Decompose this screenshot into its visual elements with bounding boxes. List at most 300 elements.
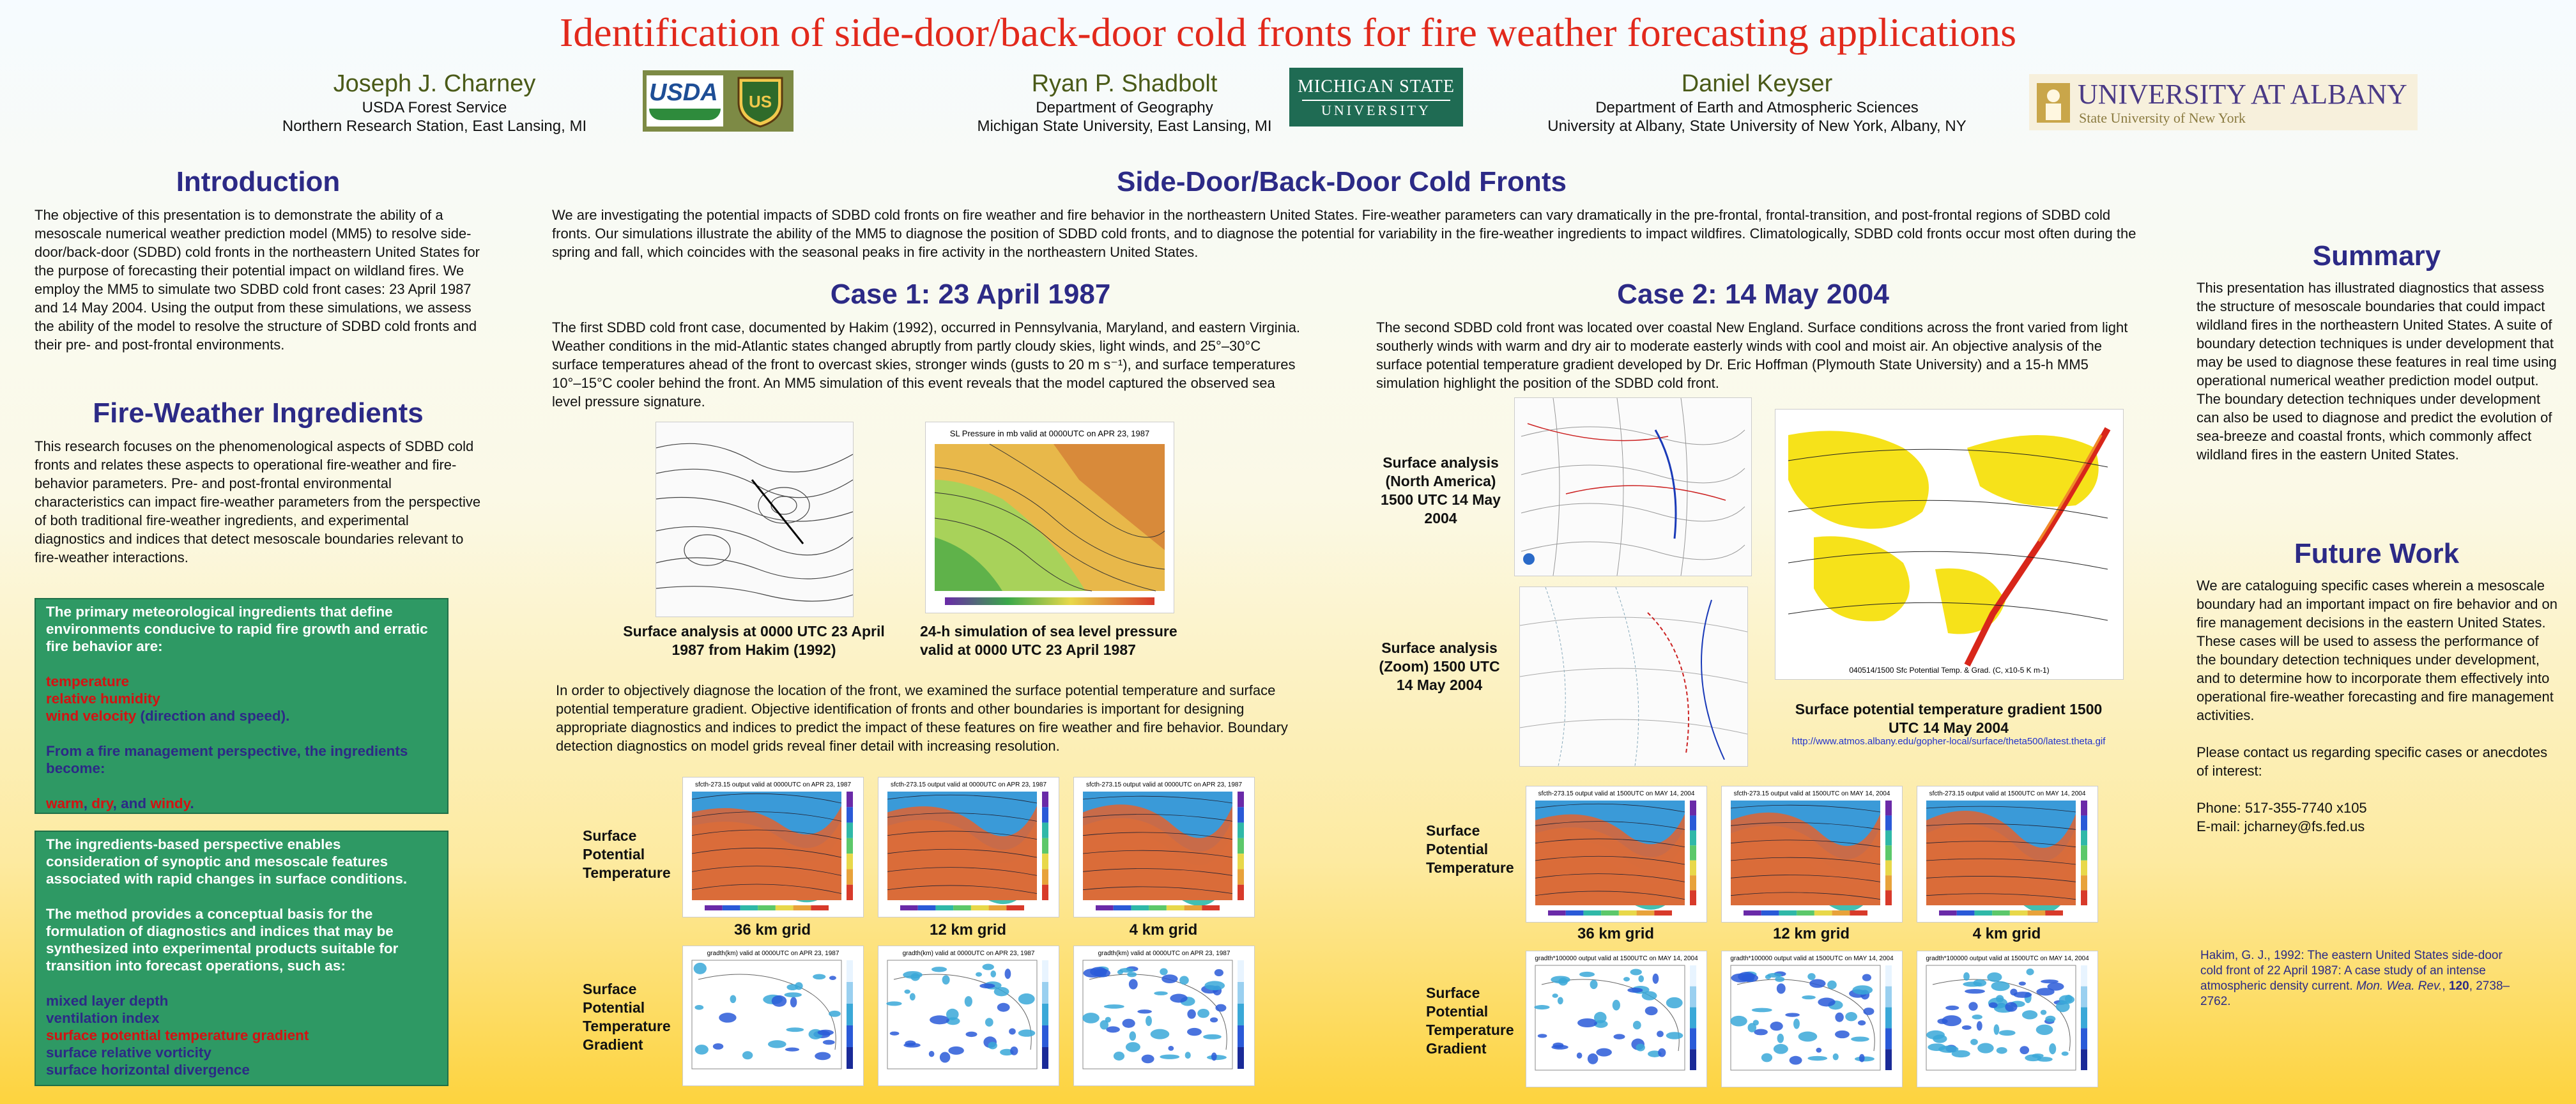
colorbar-segment	[1957, 910, 1975, 916]
colorbar-segment	[2081, 1028, 2087, 1049]
product-item: surface potential temperature gradient	[46, 1027, 309, 1043]
case2-gradient-12km-plot	[1721, 951, 1903, 1087]
gradient-blob	[1816, 1048, 1821, 1053]
case2-label-zoom: Surface analysis (Zoom) 1500 UTC 14 May 2004	[1379, 640, 1500, 693]
plot-title: sfcth-273.15 output valid at 0000UTC on APR 23, 1987	[1085, 781, 1243, 788]
plot-title: gradth(km) valid at 0000UTC on APR 23, 1987	[707, 950, 839, 957]
case2-text: The second SDBD cold front was located over coastal New England. Surface conditions across the front varied from light southerly winds with warm and dry air to moderate easterly winds with cool and moist air. An objective analysis of the surface potential temperature gradient developed by Dr. Eric Hoffman (Plymouth State University) and a 15-h MM5 simulation highlight the position of the SDBD cold front.	[1376, 319, 2128, 391]
colorbar-segment	[705, 905, 723, 910]
gradient-blob	[985, 1018, 993, 1027]
colorbar-segment	[811, 905, 829, 910]
gradient-blob	[1105, 1017, 1111, 1023]
gradient-blob	[1793, 1018, 1800, 1029]
gradient-blob	[1577, 1018, 1597, 1027]
gradient-blob	[994, 987, 1009, 996]
gradient-blob	[965, 1032, 977, 1037]
colorbar-segment	[1690, 815, 1696, 830]
plot-title: sfcth-273.15 output valid at 0000UTC on APR 23, 1987	[694, 781, 852, 788]
gradient-blob	[1774, 1044, 1788, 1054]
gradient-blob	[1210, 1017, 1218, 1022]
colorbar-segment	[1042, 960, 1048, 982]
case1-row-label-temp: Surface Potential Temperature	[583, 827, 671, 881]
gradient-blob	[2020, 1046, 2029, 1054]
colorbar-segment	[1885, 1008, 1892, 1029]
colorbar-segment	[1042, 1025, 1048, 1047]
gradient-blob	[1852, 985, 1873, 995]
author-keyser	[1501, 69, 2012, 135]
colorbar-segment	[1619, 910, 1637, 916]
gradient-blob	[1827, 981, 1837, 990]
gradient-blob	[1997, 1047, 2007, 1054]
word-windy: windy	[150, 795, 190, 811]
gradient-blob	[1742, 974, 1758, 982]
author-affil-1: USDA Forest Service	[362, 99, 507, 116]
gradient-blob	[1187, 1009, 1195, 1019]
gradient-blob	[1926, 1031, 1945, 1039]
gradient-blob	[1835, 1013, 1843, 1022]
gradient-blob	[979, 983, 995, 988]
gradient-blob	[1798, 1031, 1818, 1041]
gradient-blob	[1818, 998, 1835, 1007]
gradient-blob	[785, 992, 802, 997]
gradient-blob	[1645, 1006, 1658, 1015]
colorbar-segment	[1690, 986, 1696, 1008]
gradient-blob	[1018, 993, 1035, 1004]
gradient-blob	[1106, 1026, 1120, 1032]
case2-source-url: http://www.atmos.albany.edu/gopher-local/surface/theta500/latest.theta.gif	[1791, 736, 2106, 747]
gradient-blob	[818, 1030, 834, 1036]
gradient-blob	[1558, 997, 1563, 1004]
colorbar-segment	[1690, 831, 1696, 845]
theta-map-caption: 040514/1500 Sfc Potential Temp. & Grad. (C, x10-5 K m-1)	[1849, 666, 2050, 675]
reference-volume: 120	[2448, 979, 2469, 993]
gradient-blob	[948, 1046, 964, 1055]
colorbar-segment	[1238, 792, 1244, 807]
gradient-blob	[1154, 992, 1168, 995]
gradient-blob	[910, 993, 916, 1000]
gradient-blob	[1765, 975, 1771, 979]
gradient-blob	[1126, 1042, 1140, 1052]
case1-row-label-grad: Surface Potential Temperature Gradient	[583, 981, 671, 1053]
gradient-blob	[1730, 1016, 1747, 1027]
gradient-blob	[1845, 1012, 1857, 1021]
ingredients-based-p1: The ingredients-based perspective enables consideration of synoptic and mesoscale features associated with rapid changes in surface conditions.	[46, 836, 408, 887]
intro-text: The objective of this presentation is to demonstrate the ability of a mesoscale numerical weather prediction model (MM5) to resolve side-door/back-door (SDBD) cold fronts in the northeastern United States for the purpose of forecasting their potential impact on wildland fires. We employ the MM5 to simulate two SDBD cold front cases: 23 April 1987 and 14 May 2004. Using the output from these simulations, we assess the ability of the model to resolve the structure of SDBD cold fronts and their pre- and post-frontal environments.	[34, 207, 480, 353]
gradient-blob	[1963, 972, 1970, 981]
ingredient-relative-humidity: relative humidity	[46, 691, 160, 707]
gradient-blob	[983, 964, 994, 970]
gradient-blob	[1770, 1022, 1783, 1031]
gradient-blob	[1114, 1052, 1124, 1061]
gradient-blob	[1859, 1054, 1865, 1062]
colorbar-segment	[1167, 905, 1184, 910]
gradient-blob	[886, 1001, 901, 1006]
future-work-text	[2196, 576, 2559, 836]
gradient-blob	[695, 1045, 709, 1055]
colorbar-segment	[1974, 910, 1992, 916]
gradient-blob	[2036, 988, 2054, 995]
gradient-blob	[1977, 1043, 1994, 1054]
colorbar-segment	[953, 905, 971, 910]
author-affil-2: Northern Research Station, East Lansing, MI	[282, 118, 587, 135]
ingredients-based-box	[34, 831, 448, 1086]
colorbar-segment	[1885, 845, 1892, 860]
case2-heading: Case 2: 14 May 2004	[1617, 279, 1889, 310]
gradient-blob	[1942, 1015, 1961, 1026]
colorbar-segment	[1761, 910, 1779, 916]
case1-theta-12km-plot	[878, 777, 1059, 917]
future-work-heading: Future Work	[2294, 538, 2460, 569]
gradient-blob	[2027, 969, 2034, 976]
fire-management-perspective: From a fire management perspective, the ingredients become:	[46, 743, 408, 776]
gradient-blob	[1666, 997, 1683, 1008]
gradient-blob	[1761, 1053, 1772, 1062]
plot-title: sfcth-273.15 output valid at 1500UTC on MAY 14, 2004	[1538, 790, 1695, 797]
albany-logo	[2029, 74, 2418, 130]
case1-caption-slp: 24-h simulation of sea level pressure valid at 0000 UTC 23 April 1987	[920, 623, 1177, 658]
zoom-surface-analysis-map	[1519, 586, 1748, 767]
gradient-blob	[795, 982, 802, 990]
product-item: surface relative vorticity	[46, 1045, 211, 1061]
gradient-blob	[772, 995, 787, 1007]
case1-grid-4km: 4 km grid	[1129, 921, 1198, 939]
gradient-blob	[1777, 983, 1786, 993]
gradient-blob	[1160, 968, 1167, 975]
gradient-blob	[1010, 1046, 1018, 1055]
gradient-blob	[1627, 988, 1643, 993]
colorbar-segment	[1238, 854, 1244, 869]
ingredients-intro: The primary meteorological ingredients that define environments conducive to rapid fire growth and erratic fire behavior are:	[46, 604, 428, 654]
gradient-blob	[1552, 993, 1558, 998]
gradient-blob	[1945, 1006, 1959, 1010]
gradient-blob	[1123, 1019, 1135, 1028]
author-name: Daniel Keyser	[1681, 70, 1833, 97]
gradient-blob	[786, 1027, 804, 1032]
gradient-blob	[768, 1040, 786, 1048]
colorbar-segment	[847, 885, 853, 900]
colorbar-segment	[1238, 982, 1244, 1004]
future-work-paragraph: We are cataloguing specific cases wherein a mesoscale boundary had an important impact on fire behavior and on fire management decisions in the eastern United States. These cases will be used to assess the performance of the boundary detection techniques under development, and to determine how to incorporate them effectively into operational fire-weather forecasting and fire management activities.	[2196, 578, 2558, 723]
gradient-blob	[1666, 1032, 1683, 1039]
ingredient-wind-note: (direction and speed).	[136, 708, 290, 724]
separator: .	[190, 795, 194, 811]
gradient-blob	[942, 975, 950, 985]
colorbar-segment	[1601, 910, 1619, 916]
gradient-blob	[1657, 1031, 1664, 1037]
colorbar-segment	[2081, 861, 2087, 875]
separator: , and	[112, 795, 151, 811]
gradient-blob	[1142, 1055, 1154, 1064]
gradient-blob	[1809, 979, 1825, 988]
gradient-blob	[1127, 972, 1137, 977]
case1-gradient-12km-plot	[878, 946, 1059, 1086]
gradient-blob	[823, 1040, 835, 1045]
gradient-blob	[1970, 1039, 1978, 1045]
colorbar-segment	[1992, 910, 2010, 916]
case1-theta-36km-plot	[682, 777, 864, 917]
gradient-blob	[946, 1009, 959, 1020]
gradient-blob	[1187, 1028, 1202, 1036]
colorbar-segment	[1885, 1049, 1892, 1070]
case1-heading: Case 1: 23 April 1987	[830, 279, 1111, 310]
gradient-blob	[2065, 995, 2073, 1003]
colorbar-segment	[1114, 905, 1131, 910]
msu-logo	[1289, 68, 1463, 126]
gradient-blob	[829, 1011, 841, 1017]
gradient-blob	[1613, 1000, 1620, 1011]
gradient-blob	[1577, 1052, 1583, 1059]
gradient-blob	[2045, 1016, 2055, 1022]
sdbd-text: We are investigating the potential impacts of SDBD cold fronts on fire weather and fire behavior in the northeastern United States. Fire-weather parameters can vary dramatically in the pre-frontal, frontal-transition, and post-frontal regions of SDBD cold fronts. Our simulations illustrate the ability of the MM5 to diagnose the position of SDBD cold fronts, and to diagnose the potential for variability in the fire-weather ingredients to impact wildfires. Climatologically, SDBD cold fronts occur most often during the spring and fall, which coincides with the seasonal peaks in fire activity in the northeastern United States.	[552, 207, 2136, 260]
author-affil-2: Michigan State University, East Lansing, MI	[977, 118, 1272, 135]
colorbar-segment	[2081, 1049, 2087, 1070]
forest-service-shield-icon	[733, 74, 787, 128]
gradient-blob	[1835, 1031, 1850, 1038]
colorbar-segment	[1690, 891, 1696, 905]
author-name: Joseph J. Charney	[333, 70, 536, 97]
ingredient-wind-velocity: wind velocity	[46, 708, 137, 724]
gradient-blob	[1185, 1052, 1191, 1059]
gradient-blob	[1215, 969, 1223, 976]
case2-row-label-temp: Surface Potential Temperature	[1426, 822, 1514, 876]
case2-grid-36km: 36 km grid	[1577, 925, 1655, 942]
gradient-blob	[1215, 1004, 1226, 1012]
gradient-blob	[2041, 1010, 2047, 1015]
gradient-blob	[1630, 969, 1642, 975]
gradient-blob	[990, 970, 996, 977]
plot-title: gradth*100000 output valid at 1500UTC on MAY 14, 2004	[1535, 955, 1698, 962]
gradient-blob	[829, 976, 836, 980]
gradient-blob	[1168, 1046, 1174, 1051]
case1-grid-36km: 36 km grid	[733, 921, 811, 939]
case2-theta-12km-plot	[1721, 786, 1903, 923]
colorbar-segment	[1202, 905, 1220, 910]
colorbar-segment	[1238, 869, 1244, 884]
slp-map-title: SL Pressure in mb valid at 0000UTC on APR 23, 1987	[949, 429, 1150, 438]
gradient-blob	[2014, 992, 2032, 998]
colorbar-segment	[1042, 982, 1048, 1004]
colorbar-segment	[2081, 831, 2087, 845]
colorbar-segment	[1885, 815, 1892, 830]
gradient-blob	[1633, 1021, 1641, 1030]
word-dry: dry	[91, 795, 113, 811]
plot-title: gradth(km) valid at 0000UTC on APR 23, 1987	[902, 950, 1035, 957]
gradient-blob	[1785, 1013, 1800, 1016]
colorbar-segment	[1939, 910, 1957, 916]
colorbar-segment	[2081, 965, 2087, 986]
colorbar-segment	[2081, 845, 2087, 860]
gradient-blob	[940, 1052, 951, 1062]
case2-gradient-36km-plot	[1526, 951, 1707, 1087]
gradient-blob	[1596, 1048, 1612, 1057]
author-shadbolt	[901, 69, 1348, 135]
colorbar-segment	[1690, 1049, 1696, 1070]
gradient-blob	[790, 997, 797, 1007]
ingredient-temperature: temperature	[46, 673, 130, 689]
gradient-blob	[694, 1005, 703, 1010]
colorbar-segment	[1042, 1004, 1048, 1025]
intro-heading: Introduction	[176, 166, 341, 197]
colorbar-segment	[1885, 986, 1892, 1008]
colorbar-segment	[1238, 838, 1244, 854]
case1-gradient-4km-plot	[1073, 946, 1255, 1086]
gradient-blob	[2049, 1043, 2056, 1054]
gradient-blob	[929, 1051, 935, 1057]
fire-weather-heading: Fire-Weather Ingredients	[93, 397, 424, 429]
gradient-blob	[1962, 1025, 1972, 1030]
reference-journal: Mon. Wea. Rev.	[2356, 979, 2442, 993]
colorbar-segment	[1779, 910, 1797, 916]
gradient-blob	[1977, 1021, 1982, 1031]
colorbar-segment	[2028, 910, 2046, 916]
colorbar-segment	[1814, 910, 1832, 916]
gradient-blob	[904, 990, 910, 994]
gradient-blob	[742, 1051, 753, 1059]
plot-title: sfcth-273.15 output valid at 1500UTC on MAY 14, 2004	[1929, 790, 2086, 797]
gradient-blob	[785, 1048, 799, 1052]
colorbar-segment	[1238, 1047, 1244, 1069]
gradient-blob	[1594, 1012, 1607, 1023]
plot-title: gradth*100000 output valid at 1500UTC on MAY 14, 2004	[1926, 955, 2089, 962]
product-item: surface horizontal divergence	[46, 1062, 250, 1078]
colorbar-segment	[918, 905, 936, 910]
colorbar-segment	[847, 1025, 853, 1047]
north-america-surface-analysis-map	[1514, 397, 1752, 576]
hakim-surface-analysis-map	[656, 422, 854, 617]
fire-weather-text: This research focuses on the phenomenological aspects of SDBD cold fronts and relates these aspects to operational fire-weather and fire-behavior parameters. Pre- and post-frontal environmental characteristics can impact fire-weather parameters from the perspective of both traditional fire-weather ingredients, and experimental diagnostics and indices that detect mesoscale boundaries relevant to fire-weather interactions.	[34, 438, 481, 565]
gradient-blob	[1590, 980, 1598, 990]
colorbar-segment	[847, 807, 853, 822]
gradient-blob	[1623, 977, 1630, 981]
gradient-blob	[1991, 981, 2009, 991]
msu-logo-line2: UNIVERSITY	[1321, 102, 1431, 118]
colorbar-segment	[1042, 838, 1048, 854]
colorbar-segment	[2081, 986, 2087, 1008]
gradient-blob	[719, 1013, 736, 1023]
albany-logo-main: UNIVERSITY AT ALBANY	[2078, 79, 2407, 110]
colorbar-segment	[1690, 965, 1696, 986]
colorbar-segment	[1042, 823, 1048, 838]
colorbar-segment	[1797, 910, 1814, 916]
case1-text: The first SDBD cold front case, documented by Hakim (1992), occurred in Pennsylvania, Maryland, and eastern Virginia. Weather conditions in the mid-Atlantic states changed abruptly from partly cloudy skies, light winds, and 25°–30°C surface temperatures ahead of the front to overcast skies, stronger winds (gusts to 20 m s⁻¹), and surface temperatures 10°–15°C cooler behind the front. An MM5 simulation of this event reveals that the model captured the observed sea level pressure signature.	[552, 319, 1301, 410]
gradient-blob	[1129, 979, 1138, 989]
colorbar-segment	[758, 905, 776, 910]
colorbar-segment	[776, 905, 793, 910]
gradient-blob	[1211, 1052, 1217, 1061]
colorbar-segment	[1885, 831, 1892, 845]
colorbar-segment	[1042, 854, 1048, 869]
gradient-blob	[2036, 1025, 2053, 1035]
summary-heading: Summary	[2312, 240, 2441, 272]
gradient-blob	[1160, 1054, 1179, 1059]
gradient-blob	[1862, 974, 1871, 981]
gradient-blob	[1999, 1030, 2016, 1036]
colorbar-segment	[1042, 792, 1048, 807]
gradient-blob	[1863, 1008, 1874, 1015]
contact-phone: Phone: 517-355-7740 x105	[2196, 800, 2367, 816]
gradient-blob	[1658, 1048, 1666, 1057]
gradient-blob	[1642, 991, 1657, 1000]
gradient-blob	[965, 996, 972, 1007]
colorbar-segment	[900, 905, 918, 910]
colorbar-segment	[1548, 910, 1566, 916]
contact-email: E-mail: jcharney@fs.fed.us	[2196, 818, 2365, 834]
gradient-blob	[1082, 1013, 1100, 1023]
colorbar-segment	[1654, 910, 1672, 916]
gradient-blob	[1204, 981, 1225, 990]
colorbar-segment	[2081, 891, 2087, 905]
colorbar-segment	[935, 905, 953, 910]
colorbar-segment	[847, 982, 853, 1004]
author-name: Ryan P. Shadbolt	[1031, 70, 1218, 97]
gradient-blob	[931, 967, 947, 972]
gradient-blob	[1973, 979, 1986, 986]
case2-row-label-grad: Surface Potential Temperature Gradient	[1426, 985, 1514, 1057]
colorbar-segment	[1042, 1047, 1048, 1069]
plot-title: sfcth-273.15 output valid at 0000UTC on APR 23, 1987	[890, 781, 1047, 788]
colorbar-segment	[1006, 905, 1024, 910]
gradient-blob	[2062, 1052, 2069, 1056]
gradient-blob	[1018, 1029, 1036, 1036]
gradient-blob	[1130, 1031, 1136, 1041]
gradient-blob	[1551, 1045, 1568, 1049]
colorbar-segment	[740, 905, 758, 910]
colorbar-segment	[847, 792, 853, 807]
gradient-blob	[1613, 1034, 1625, 1039]
colorbar-segment	[1885, 965, 1892, 986]
plot-title: sfcth-273.15 output valid at 1500UTC on MAY 14, 2004	[1733, 790, 1890, 797]
gradient-blob	[1551, 976, 1570, 983]
gradient-blob	[2022, 1010, 2037, 1019]
colorbar-segment	[793, 905, 811, 910]
gradient-blob	[1938, 1046, 1959, 1053]
reference-hakim	[2200, 948, 2516, 1009]
colorbar-segment	[2045, 910, 2063, 916]
usda-logo-text: USDA	[649, 79, 718, 106]
colorbar-segment	[1690, 875, 1696, 890]
gradient-blob	[1579, 972, 1595, 977]
colorbar-segment	[1690, 801, 1696, 815]
colorbar-segment	[971, 905, 989, 910]
contact-request: Please contact us regarding specific cases or anecdotes of interest:	[2196, 744, 2548, 779]
colorbar-segment	[847, 838, 853, 854]
gradient-blob	[1117, 970, 1123, 974]
colorbar-segment	[2081, 875, 2087, 890]
author-affil-2: University at Albany, State University of New York, Albany, NY	[1547, 118, 1966, 135]
ingredients-box	[34, 598, 448, 814]
colorbar-segment	[1832, 910, 1850, 916]
gradient-blob	[976, 972, 982, 977]
colorbar-segment	[1850, 910, 1867, 916]
colorbar-segment	[1885, 891, 1892, 905]
gradient-blob	[713, 1043, 723, 1050]
author-affil-1: Department of Geography	[1036, 99, 1213, 116]
gradient-blob	[1752, 1008, 1772, 1013]
gradient-blob	[1753, 1020, 1759, 1025]
case2-label-north-america: Surface analysis (North America) 1500 UTC 14 May 2004	[1381, 454, 1501, 526]
colorbar-segment	[1744, 910, 1761, 916]
gradient-blob	[1851, 1036, 1869, 1041]
case1-theta-4km-plot	[1073, 777, 1255, 917]
gradient-blob	[1989, 1002, 1998, 1008]
gradient-blob	[1151, 1029, 1170, 1039]
gradient-blob	[1197, 1009, 1209, 1018]
case2-grid-12km: 12 km grid	[1772, 925, 1850, 942]
gradient-blob	[694, 963, 707, 974]
gradient-blob	[1203, 1034, 1222, 1039]
colorbar-segment	[1184, 905, 1202, 910]
gradient-blob	[1807, 973, 1815, 980]
